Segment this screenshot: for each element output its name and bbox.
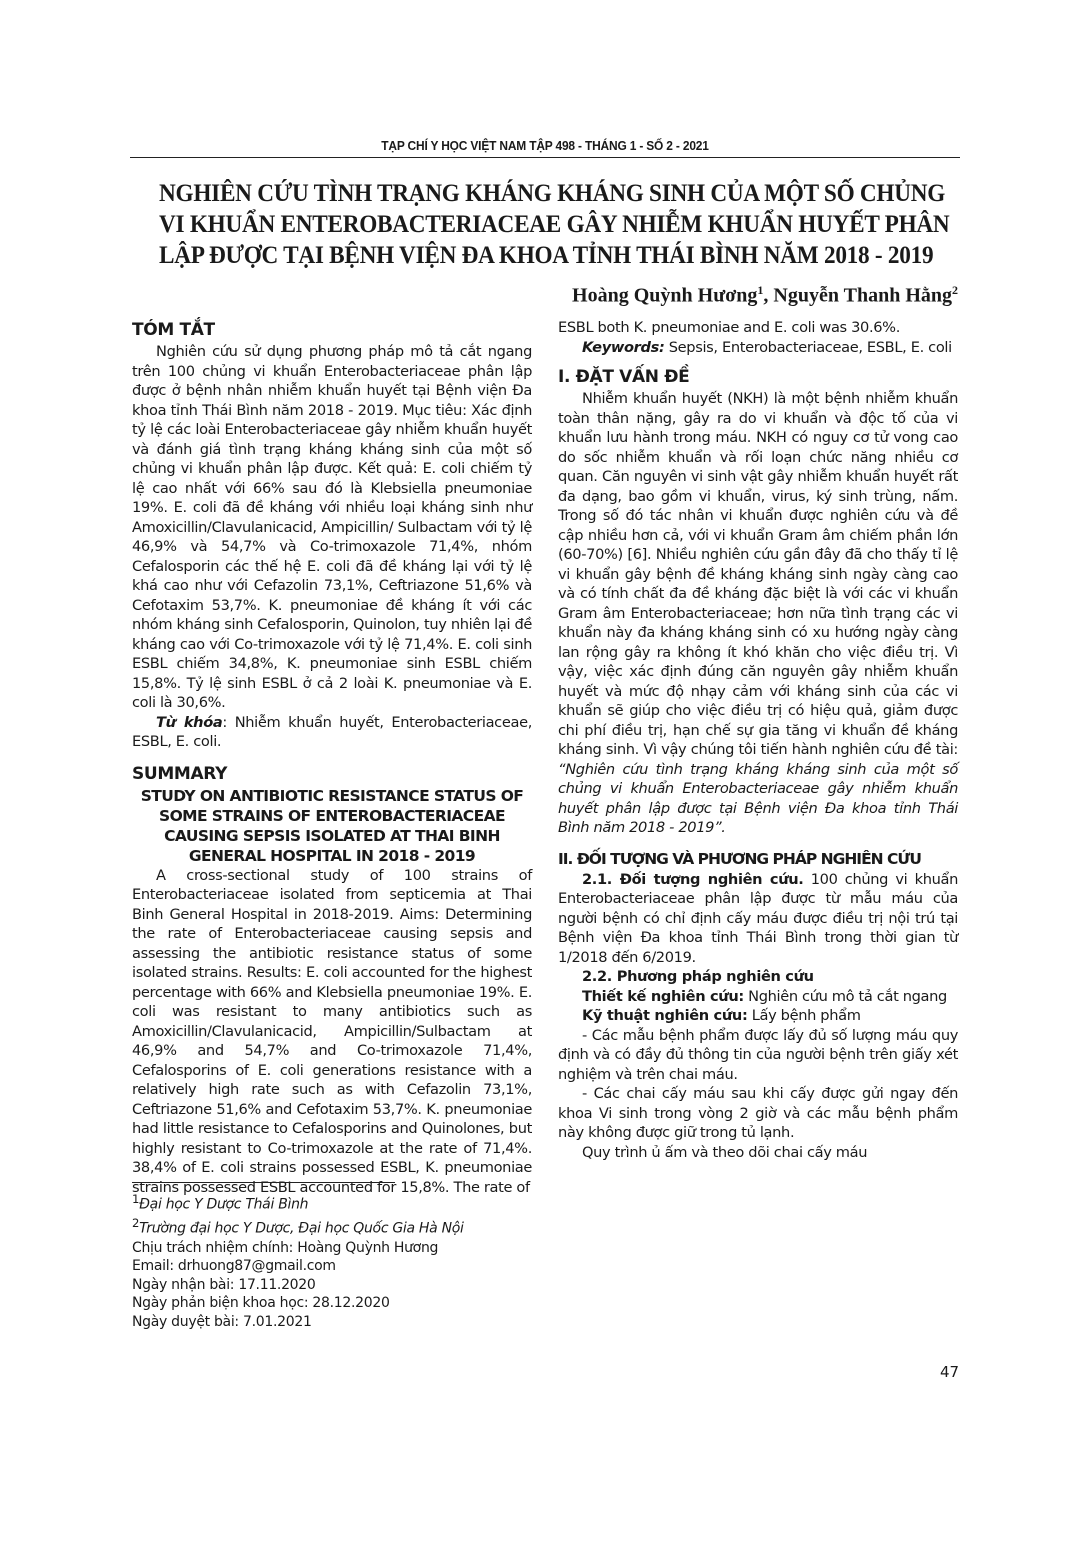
left-column: [132, 318, 532, 1197]
title-line: NGHIÊN CỨU TÌNH TRẠNG KHÁNG KHÁNG SINH CỦA MỘT SỐ CHỦNG: [159, 180, 946, 207]
section-2-1-label: 2.1. Đối tượng nghiên cứu.: [582, 870, 804, 888]
study-technique: [558, 1006, 958, 1026]
author-name: Hoàng Quỳnh Hương: [572, 284, 758, 307]
summary-title: STUDY ON ANTIBIOTIC RESISTANCE STATUS OF SOME STRAINS OF ENTEROBACTERIACEAE CAUSING SEPSIS ISOLATED AT THAI BINH GENERAL HOSPITAL IN 2018 - 2019: [140, 786, 524, 865]
study-design-text: Nghiên cứu mô tả cắt ngang: [743, 987, 947, 1005]
affiliation-text: Đại học Y Dược Thái Bình: [139, 1196, 309, 1213]
section-2-2-heading: [558, 967, 958, 987]
abstract-heading: TÓM TẮT: [132, 320, 215, 340]
summary-heading: SUMMARY: [132, 763, 228, 784]
keywords-label: Từ khóa: [156, 713, 223, 731]
section-2-1: [558, 870, 958, 968]
footnote-affiliation-1: [132, 1190, 464, 1214]
summary-body-continued: ESBL both K. pneumoniae and E. coli was 30.6%.: [558, 319, 900, 336]
review-date: Ngày phản biện khoa học: 28.12.2020: [132, 1295, 390, 1312]
title-line: VI KHUẨN ENTEROBACTERIACEAE GÂY NHIỄM KHUẨN HUYẾT PHÂN: [159, 211, 950, 238]
summary-body: A cross-sectional study of 100 strains of Enterobacteriaceae isolated from septicemia at Thai Binh General Hospital in 2018-2019. Aims: Determining the rate of Enterobacteriaceae causing sepsis and assessing the antibiotic resistance status of some isolated strains. Results: E. coli accounted for the highest percentage with 66% and Klebsiella pneumoniae 19%. E. coli was resistant to many antibiotics such as Amoxicillin/Clavulanicacid, Ampicillin/Sulbactam at 46,9% and 54,7% and Co-trimoxazole 71,4%, Cefalosporins of E. coli generations resistance with a relatively high rate such as with Cefazolin 73,1%, Ceftriazone 51,6% and Cefotaxim 53,7%. K. pneumoniae had little resistance to Cefalosporins and Quinolones, but highly resistant to Co-trimoxazole at the rate of 71,4%. 38,4% of E. coli strains possessed ESBL, K. pneumoniae strains possessed ESBL accounted for 15,8%. The rate of: [132, 866, 532, 1196]
email: Email: drhuong87@gmail.com: [132, 1258, 336, 1275]
study-design: [558, 987, 958, 1007]
technique-bullet: - Các chai cấy máu sau khi cấy được gửi ngay đến khoa Vi sinh trong vòng 2 giờ và các mẫu bệnh phẩm này không được giữ trong tủ lạnh.: [558, 1085, 958, 1141]
abstract-keywords: [132, 713, 532, 752]
keywords-text: : Nhiễm khuẩn huyết, Enterobacteriaceae, ESBL, E. coli.: [132, 713, 532, 750]
journal-header: TẠP CHÍ Y HỌC VIỆT NAM TẬP 498 - THÁNG 1 - SỐ 2 - 2021: [381, 138, 709, 153]
study-technique-label: Kỹ thuật nghiên cứu:: [582, 1007, 748, 1024]
footnote-affiliation-2: [132, 1214, 464, 1238]
technique-bullet: - Các mẫu bệnh phẩm được lấy đủ số lượng máu quy định và có đầy đủ thông tin của người bệnh trên giấy xét nghiệm và trên chai máu.: [558, 1026, 958, 1083]
affiliation-text: Trường đại học Y Dược, Đại học Quốc Gia Hà Nội: [139, 1220, 464, 1237]
study-design-label: Thiết kế nghiên cứu:: [582, 987, 744, 1005]
received-date: Ngày nhận bài: 17.11.2020: [132, 1276, 316, 1293]
section-2-heading: II. ĐỐI TƯỢNG VÀ PHƯƠNG PHÁP NGHIÊN CỨU: [558, 849, 921, 868]
study-topic: “Nghiên cứu tình trạng kháng kháng sinh của một số chủng vi khuẩn Enterobacteriaceae gây nhiễm khuẩn huyết phân lập được tại Bệnh viện Đa khoa tỉnh Thái Bình năm 2018 - 2019”.: [558, 760, 958, 836]
article-title: [130, 178, 960, 271]
author-affiliation-mark: 2: [952, 283, 958, 297]
study-technique-text: Lấy bệnh phẩm: [747, 1007, 861, 1024]
author-name: Nguyễn Thanh Hằng: [773, 284, 952, 307]
title-line: LẬP ĐƯỢC TẠI BỆNH VIỆN ĐA KHOA TỈNH THÁI BÌNH NĂM 2018 - 2019: [159, 242, 934, 269]
keywords-label: Keywords:: [582, 338, 665, 356]
authors: [572, 283, 958, 308]
section-2-last-line: Quy trình ủ ấm và theo dõi chai cấy máu: [582, 1143, 868, 1161]
author-separator: ,: [763, 284, 774, 307]
footnote-mark: 1: [132, 1192, 140, 1206]
footnote-rule: [132, 1182, 395, 1183]
page-number: 47: [940, 1363, 960, 1381]
right-column: [558, 318, 958, 1162]
abstract-body: Nghiên cứu sử dụng phương pháp mô tả cắt ngang trên 100 chủng vi khuẩn Enterobacteriaceae phân lập được ở bệnh nhân nhiễm khuẩn huyết tại Bệnh viện Đa khoa tỉnh Thái Bình năm 2018 - 2019. Mục tiêu: Xác định tỷ lệ các loài Enterobacteriaceae gây nhiễm khuẩn huyết và đánh giá tình trạng kháng kháng sinh của một số chủng vi khuẩn phân lập được. Kết quả: E. coli chiếm tỷ lệ cao nhất với 66% sau đó là Klebsiella pneumoniae 19%. E. coli đã đề kháng với nhiều loại kháng sinh như Amoxicillin/Clavulanicacid, Ampicillin/ Sulbactam với tỷ lệ 46,9% và 54,7% và Co-trimoxazole 71,4%, nhóm Cefalosporin các thế hệ E. coli đã đề kháng lại với tỷ lệ khá cao như với Cefazolin 73,1%, Ceftriazone 51,6% và Cefotaxim 53,7%. K. pneumoniae đề kháng ít với các nhóm kháng sinh Cefalosporin, Quinolon, tuy nhiên lại đề kháng cao với Co-trimoxazole với tỷ lệ 71,4%. E. coli sinh ESBL chiếm 34,8%, K. pneumoniae sinh ESBL chiếm 15,8%. Tỷ lệ sinh ESBL ở cả 2 loài K. pneumoniae và E. coli là 30,6%.: [132, 343, 532, 711]
summary-keywords: [558, 338, 958, 358]
accepted-date: Ngày duyệt bài: 7.01.2021: [132, 1313, 312, 1330]
section-1-body: [558, 389, 958, 838]
section-1-text: Nhiễm khuẩn huyết (NKH) là một bệnh nhiễm khuẩn toàn thân nặng, gây ra do vi khuẩn và độc tố của vi khuẩn lưu hành trong máu. NKH có nguy cơ tử vong cao do sốc nhiễm khuẩn và rối loạn chức năng nhiều cơ quan. Căn nguyên vi sinh vật gây nhiễm khuẩn huyết rất đa dạng, bao gồm vi khuẩn, virus, ký sinh trùng, nấm. Trong số đó tác nhân vi khuẩn được nghiên cứu và đề cập nhiều hơn cả, với vi khuẩn Gram âm chiếm phần lớn (60-70%) [6]. Nhiều nghiên cứu gần đây đã cho thấy tỉ lệ vi khuẩn gây bệnh đề kháng kháng sinh ngày càng cao và có tính chất đa đề kháng đặc biệt là với các vi khuẩn Gram âm Enterobacteriaceae; hơn nữa tình trạng các vi khuẩn này đa kháng kháng sinh có xu hướng ngày càng lan rộng gây ra không ít khó khăn cho việc điều trị. Vì vậy, việc xác định đúng căn nguyên gây nhiễm khuẩn huyết và mức độ nhạy cảm với kháng sinh của các vi khuẩn sẽ giúp cho việc điều trị có hiệu quả, giảm được chi phí điều trị, hạn chế sự gia tăng vi khuẩn đề kháng kháng sinh. Vì vậy chúng tôi tiến hành nghiên cứu đề tài:: [558, 390, 958, 758]
section-2-1-text: 100 chủng vi khuẩn Enterobacteriaceae phân lập được từ mẫu máu của người bệnh có chỉ định cấy máu được điều trị nội trú tại Bệnh viện Đa khoa tỉnh Thái Bình trong thời gian từ 1/2018 đến 6/2019.: [558, 870, 958, 966]
section-1-heading: I. ĐẶT VẤN ĐỀ: [558, 367, 690, 387]
header-rule: [130, 157, 960, 158]
author-affiliation-mark: 1: [757, 283, 764, 297]
corresponding-author: Chịu trách nhiệm chính: Hoàng Quỳnh Hương: [132, 1239, 439, 1256]
footnote-mark: 2: [132, 1216, 140, 1231]
keywords-text: Sepsis, Enterobacteriaceae, ESBL, E. coli: [664, 338, 952, 356]
footnotes: [132, 1190, 464, 1331]
section-2-2-label: 2.2. Phương pháp nghiên cứu: [582, 968, 814, 985]
